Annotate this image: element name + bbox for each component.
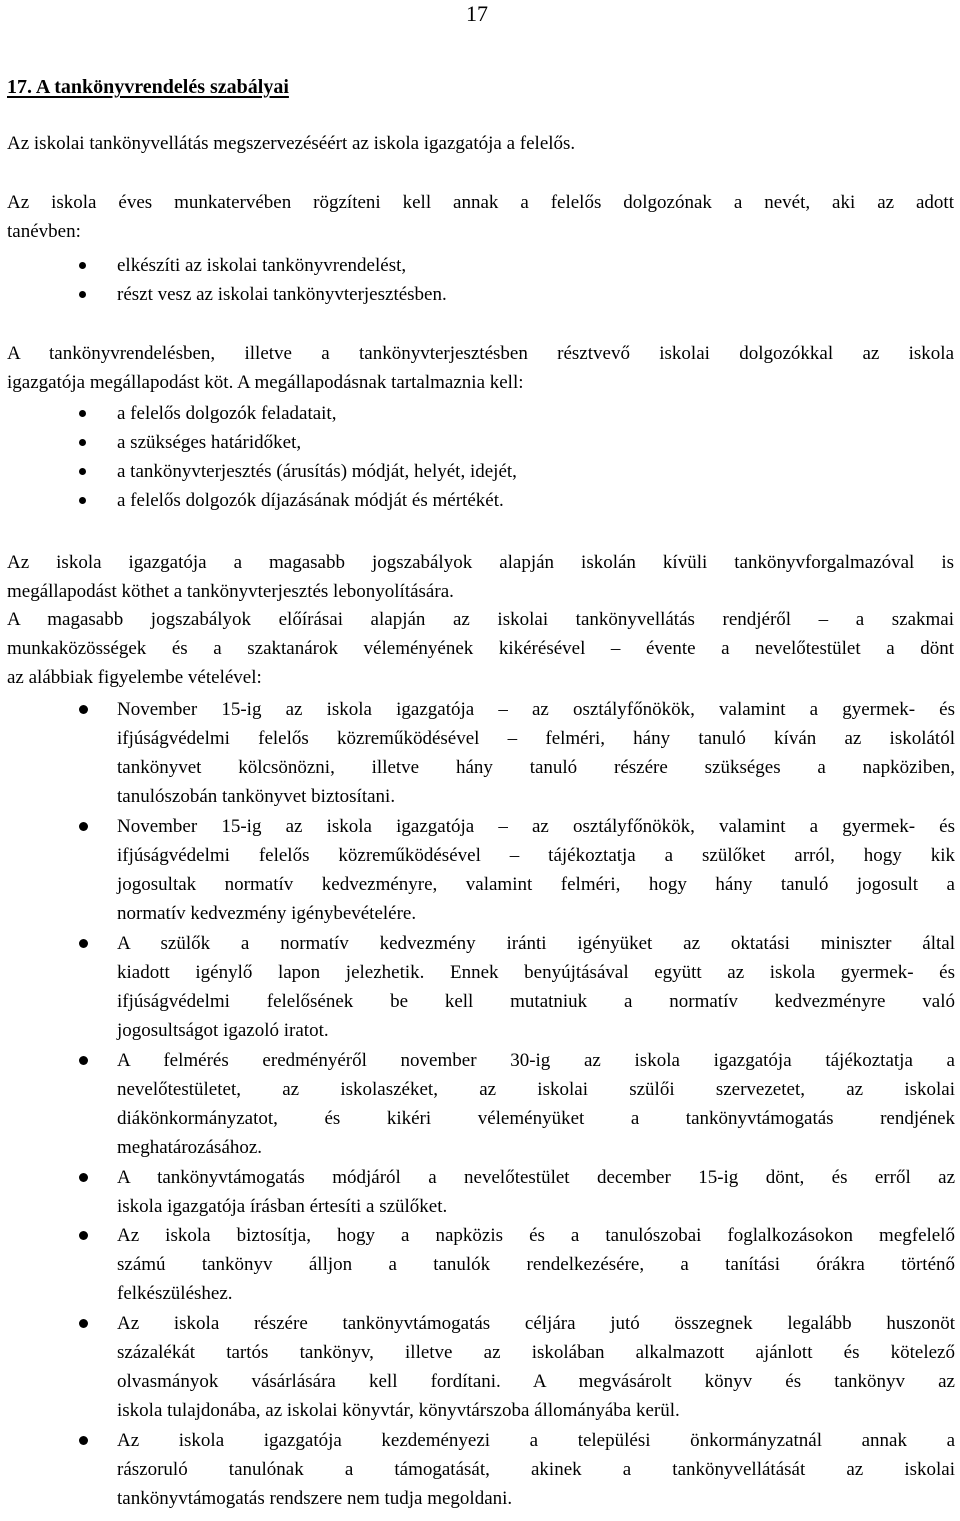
- list-item-line: felkészüléshez.: [117, 1283, 233, 1304]
- list-item-line: November 15-ig az iskola igazgatója – az osztályfőnökök, valamint a gyermek- és: [117, 816, 955, 837]
- list-item-line: számú tankönyv álljon a tanulók rendelkezésére, a tanítási órákra történő: [117, 1254, 955, 1275]
- paragraph-line: A tankönyvrendelésben, illetve a tankönyvterjesztésben résztvevő iskolai dolgozókkal az iskola: [7, 343, 954, 364]
- bullet-icon: [79, 439, 86, 446]
- list-item: [117, 812, 955, 928]
- bullet-icon: [79, 1056, 88, 1065]
- list-item-line: jogosultak normatív kedvezményre, valamint felméri, hogy hány tanuló jogosult a: [117, 874, 955, 895]
- list-item-line: kiadott igénylő lapon jelezhetik. Ennek benyújtásával együtt az iskola gyermek- és: [117, 962, 955, 983]
- paragraph-line: az alábbiak figyelembe vételével:: [7, 667, 262, 688]
- section-heading: 17. A tankönyvrendelés szabályai: [7, 76, 289, 98]
- list-item: [117, 1163, 955, 1221]
- list-item: a felelős dolgozók feladatait,: [117, 403, 337, 424]
- list-item-line: tankönyvtámogatás rendszere nem tudja megoldani.: [117, 1488, 513, 1509]
- list-item-line: meghatározásához.: [117, 1137, 263, 1158]
- list-item-line: iskola tulajdonába, az iskolai könyvtár, könyvtárszoba állományába kerül.: [117, 1400, 680, 1421]
- list-item-line: A szülők a normatív kedvezmény iránti igényüket az oktatási miniszter által: [117, 933, 955, 954]
- list-item: [117, 1426, 955, 1513]
- paragraph-line: megállapodást köthet a tankönyvterjesztés lebonyolítására.: [7, 581, 454, 602]
- list-item-line: A tankönyvtámogatás módjáról a nevelőtestület december 15-ig dönt, és erről az: [117, 1167, 955, 1188]
- paragraph-work-plan: [7, 188, 954, 246]
- bullet-icon: [79, 822, 88, 831]
- list-item-line: tanulószobán tankönyvet biztosítani.: [117, 786, 396, 807]
- list-item-line: nevelőtestületet, az iskolaszéket, az iskolai szülői szervezetet, az iskolai: [117, 1079, 955, 1100]
- bullet-icon: [79, 497, 86, 504]
- bullet-icon: [79, 468, 86, 475]
- list-item: a tankönyvterjesztés (árusítás) módját, helyét, idejét,: [117, 461, 517, 482]
- bullet-icon: [79, 1173, 88, 1182]
- list-item-line: tankönyvet kölcsönözni, illetve hány tanuló részére szükséges a napköziben,: [117, 757, 955, 778]
- list-item-line: százalékát tartós tankönyv, illetve az iskolában alkalmazott ajánlott és kötelező: [117, 1342, 955, 1363]
- paragraph-line: munkaközösségek és a szaktanárok véleményének kikérésével – évente a nevelőtestület a dönt: [7, 638, 954, 659]
- paragraph-external-distributor: [7, 548, 954, 606]
- paragraph-regulations: [7, 605, 954, 692]
- page-number: 17: [466, 1, 488, 26]
- list-item: részt vesz az iskolai tankönyvterjesztésben.: [117, 284, 447, 305]
- list-item-line: rászoruló tanulónak a támogatását, akinek a tankönyvellátását az iskolai: [117, 1459, 955, 1480]
- list-item-line: ifjúságvédelmi felelős közreműködésével – felméri, hány tanuló kíván az iskolától: [117, 728, 955, 749]
- list-item-line: diákönkormányzatot, és kikéri véleményüket a tankönyvtámogatás rendjének: [117, 1108, 955, 1129]
- list-item-line: jogosultságot igazoló iratot.: [117, 1020, 329, 1041]
- list-item: a szükséges határidőket,: [117, 432, 302, 453]
- list-item-line: November 15-ig az iskola igazgatója – az osztályfőnökök, valamint a gyermek- és: [117, 699, 955, 720]
- bullet-icon: [79, 705, 88, 714]
- list-item: a felelős dolgozók díjazásának módját és mértékét.: [117, 490, 504, 511]
- list-item-line: iskola igazgatója írásban értesíti a szülőket.: [117, 1196, 448, 1217]
- list-item: [117, 1046, 955, 1162]
- paragraph-line: Az iskola igazgatója a magasabb jogszabályok alapján iskolán kívüli tankönyvforgalmazóval is: [7, 552, 954, 573]
- list-item-line: ifjúságvédelmi felelősének be kell mutatniuk a normatív kedvezményre való: [117, 991, 955, 1012]
- bullet-icon: [79, 410, 86, 417]
- list-item-line: Az iskola biztosítja, hogy a napközis és a tanulószobai foglalkozásokon megfelelő: [117, 1225, 955, 1246]
- paragraph-agreement: [7, 339, 954, 397]
- bullet-icon: [79, 1231, 88, 1240]
- list-item: [117, 929, 955, 1045]
- list-item-line: A felmérés eredményéről november 30-ig az iskola igazgatója tájékoztatja a: [117, 1050, 955, 1071]
- bullet-icon: [79, 262, 86, 269]
- bullet-icon: [79, 291, 86, 298]
- list-item-line: Az iskola igazgatója kezdeményezi a települési önkormányzatnál annak a: [117, 1430, 955, 1451]
- paragraph-line: tanévben:: [7, 221, 81, 242]
- paragraph-line: Az iskola éves munkatervében rögzíteni kell annak a felelős dolgozónak a nevét, aki az adott: [7, 192, 954, 213]
- bullet-icon: [79, 1319, 88, 1328]
- paragraph-line: igazgatója megállapodást köt. A megállapodásnak tartalmaznia kell:: [7, 372, 524, 393]
- paragraph-line: Az iskolai tankönyvellátás megszervezéséért az iskola igazgatója a felelős.: [7, 133, 576, 154]
- list-item: [117, 1309, 955, 1425]
- list-item-line: olvasmányok vásárlására kell fordítani. A megvásárolt könyv és tankönyv az: [117, 1371, 955, 1392]
- bullet-icon: [79, 939, 88, 948]
- list-item: elkészíti az iskolai tankönyvrendelést,: [117, 255, 407, 276]
- bullet-icon: [79, 1436, 88, 1445]
- list-item: [117, 695, 955, 811]
- paragraph-line: A magasabb jogszabályok előírásai alapján az iskolai tankönyvellátás rendjéről – a szakmai: [7, 609, 954, 630]
- list-item: [117, 1221, 955, 1308]
- list-item-line: Az iskola részére tankönyvtámogatás céljára jutó összegnek legalább huszonöt: [117, 1313, 955, 1334]
- list-item-line: ifjúságvédelmi felelős közreműködésével – tájékoztatja a szülőket arról, hogy kik: [117, 845, 955, 866]
- paragraph-responsibility: [7, 129, 954, 158]
- list-item-line: normatív kedvezmény igénybevételére.: [117, 903, 417, 924]
